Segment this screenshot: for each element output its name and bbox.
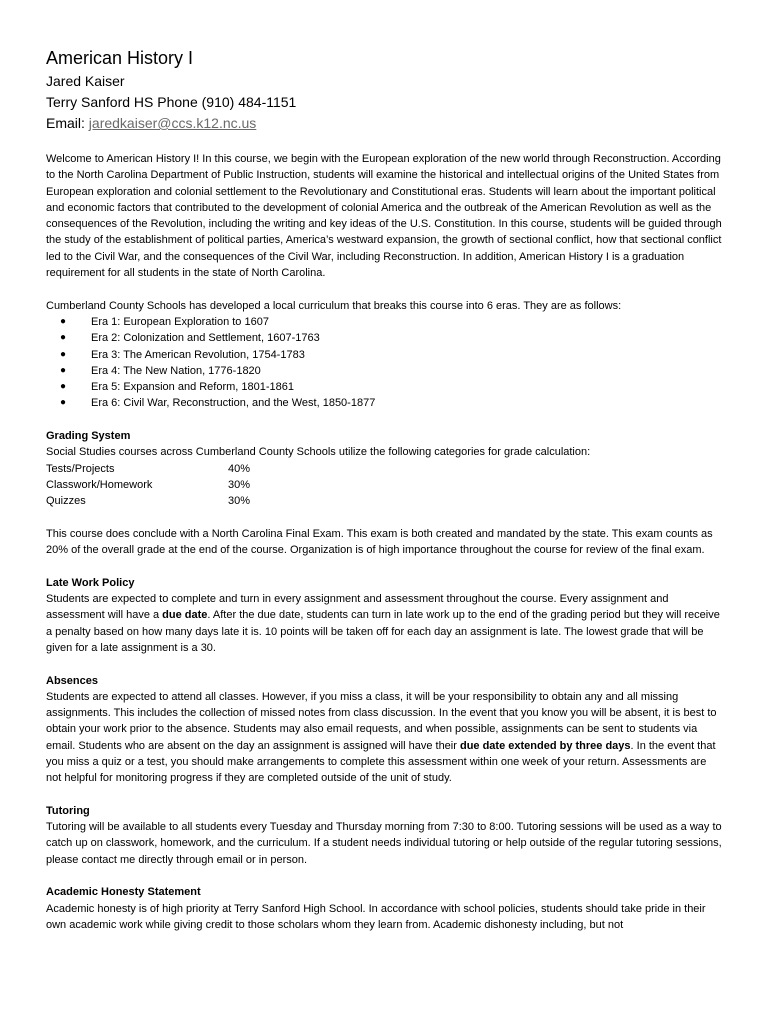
grading-heading: Grading System: [46, 430, 131, 443]
tutoring-section: [46, 803, 724, 868]
email-line: [46, 113, 724, 134]
eras-section: [46, 298, 724, 412]
school-phone: Terry Sanford HS Phone (910) 484-1151: [46, 94, 297, 110]
tutoring-heading: Tutoring: [46, 804, 90, 817]
grading-weight: 30%: [228, 495, 251, 508]
grading-weight: 40%: [228, 462, 251, 475]
document-body: [46, 151, 724, 933]
absences-heading: Absences: [46, 674, 98, 687]
email-link[interactable]: jaredkaiser@ccs.k12.nc.us: [88, 115, 257, 131]
document-header: [46, 48, 724, 134]
bullet-icon: ●: [60, 364, 67, 376]
list-item: ● Era 3: The American Revolution, 1754-1783: [46, 347, 724, 363]
honesty-heading: Academic Honesty Statement: [46, 886, 201, 899]
extension-emphasis: due date extended by three days: [459, 739, 631, 752]
late-work-paragraph: Students are expected to complete and turn in every assignment and assessment throughout the course. Every assignment and assessment will have a due date. After the due date, students can turn in late work up to the end of the grading period but they will receive a penalty based on how many days late it is. 10 points will be taken off for each day an assignment is late. The lowest grade that will be given for a late assignment is a 30.: [46, 593, 720, 654]
list-item: ● Era 5: Expansion and Reform, 1801-1861: [46, 379, 724, 395]
grading-category: Classwork/Homework: [46, 478, 153, 491]
grading-table: [46, 461, 724, 510]
grading-category: Quizzes: [46, 495, 86, 508]
grading-section: [46, 428, 724, 558]
honesty-paragraph: Academic honesty is of high priority at Terry Sanford High School. In accordance with school policies, students should take pride in their own academic work while giving credit to those scholars whom they learn from. Academic dishonesty including, but not: [46, 902, 706, 931]
bullet-icon: ●: [60, 332, 67, 344]
bullet-icon: ●: [60, 348, 67, 360]
absences-paragraph: Students are expected to attend all classes. However, if you miss a class, it will be your responsibility to obtain any and all missing assignments. This includes the collection of missed notes from class discussion. In the event that you know you will be absent, it is best to obtain your work prior to the absence. Students may also email requests, and when possible, assignments can be sent to students via email. Students who are absent on the day an assignment is assigned will have their due date extended by three days. In the event that you miss a quiz or a test, you should make arrangements to complete this assessment within one week of your return. Assessments are not helpful for monitoring progress if they are completed outside of the unit of study.: [46, 690, 717, 785]
due-date-emphasis: due date: [162, 609, 208, 622]
list-item: ● Era 1: European Exploration to 1607: [46, 314, 724, 330]
eras-intro: Cumberland County Schools has developed a local curriculum that breaks this course into 6 eras. They are as follows:: [46, 299, 622, 312]
intro-paragraph: Welcome to American History I! In this course, we begin with the European exploration of the new world through Reconstruction. According to the North Carolina Department of Public Instruction, students will examine the historical and intellectual origins of the United States from European exploration and colonial settlement to the Revolutionary and Constitutional eras. Students will learn about the important political and economic factors that contributed to the development of colonial America and the outbreak of the American Revolution as well as the consequences of the Revolution, including the writing and key ideas of the U.S. Constitution. In this course, students will be guided through the study of the establishment of political parties, America’s westward expansion, the growth of sectional conflict, how that sectional conflict led to the Civil War, and the consequences of the Civil War, including Reconstruction. In addition, American History I is a graduation requirement for all students in the state of North Carolina.: [46, 153, 722, 280]
teacher-name: Jared Kaiser: [46, 73, 125, 89]
grading-intro: Social Studies courses across Cumberland County Schools utilize the following categories for grade calculation:: [46, 446, 591, 459]
late-work-heading: Late Work Policy: [46, 576, 135, 589]
absences-section: [46, 673, 724, 787]
list-item: ● Era 4: The New Nation, 1776-1820: [46, 363, 724, 379]
bullet-icon: ●: [60, 397, 67, 409]
late-work-section: [46, 575, 724, 656]
email-label: Email:: [46, 115, 89, 131]
grading-category: Tests/Projects: [46, 462, 115, 475]
list-item: ● Era 6: Civil War, Reconstruction, and the West, 1850-1877: [46, 395, 724, 411]
final-exam-paragraph: This course does conclude with a North Carolina Final Exam. This exam is both created and mandated by the state. This exam counts as 20% of the overall grade at the end of the course. Organization is of high importance throughout the course for review of the final exam.: [46, 527, 713, 557]
honesty-section: [46, 884, 724, 933]
grading-weight: 30%: [228, 478, 251, 491]
eras-list: [46, 314, 724, 412]
bullet-icon: ●: [60, 315, 67, 327]
bullet-icon: ●: [60, 381, 67, 393]
list-item: ● Era 2: Colonization and Settlement, 1607-1763: [46, 330, 724, 346]
course-title: American History I: [46, 48, 194, 68]
tutoring-paragraph: Tutoring will be available to all students every Tuesday and Thursday morning from 7:30 to 8:00. Tutoring sessions will be used as a way to catch up on classwork, homework, and the curriculum. If a student needs individual tutoring or help outside of the regular tutoring sessions, please contact me directly through email or in person.: [46, 821, 722, 866]
